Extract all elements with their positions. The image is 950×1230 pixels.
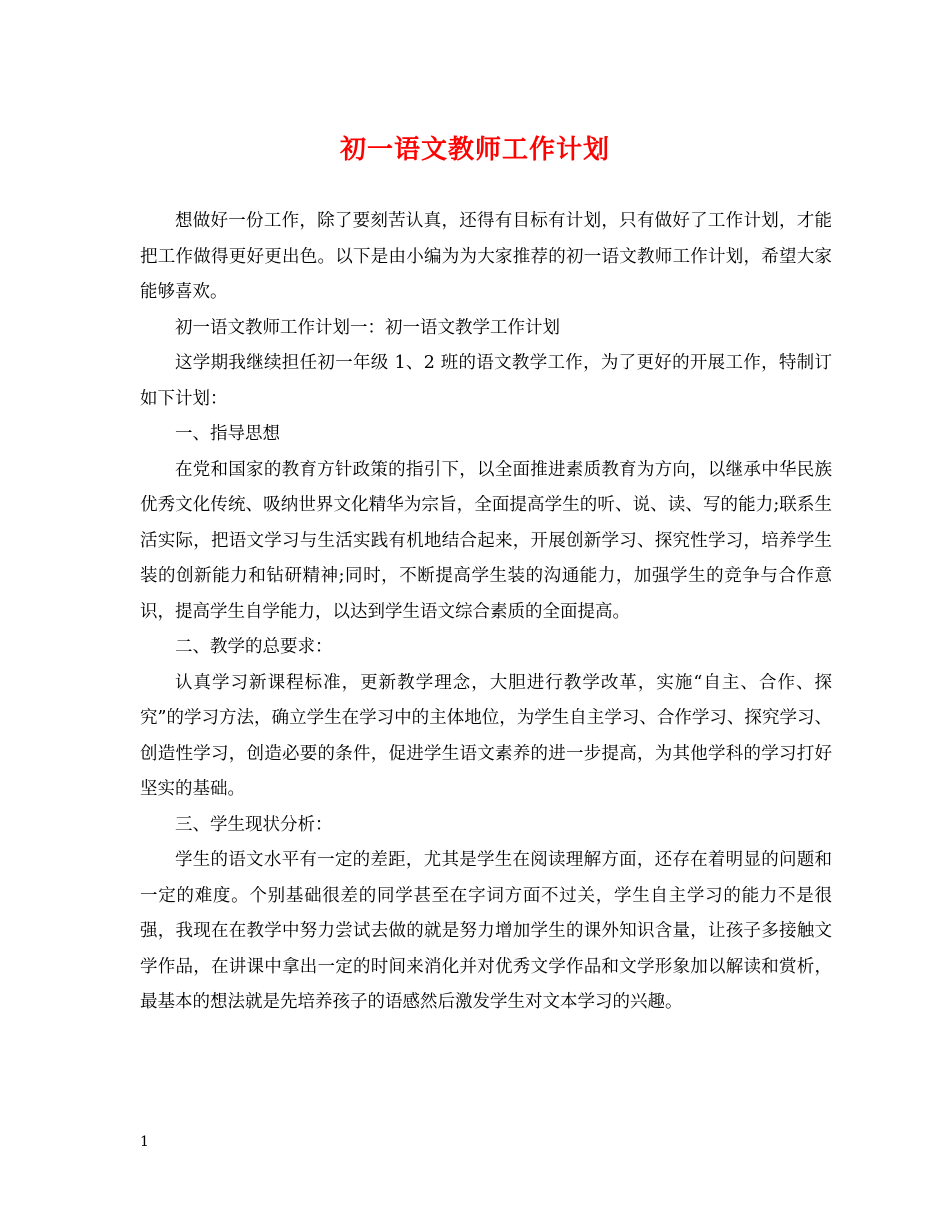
document-title: 初一语文教师工作计划 bbox=[339, 135, 610, 165]
paragraph-teaching-requirements: 认真学习新课程标准，更新教学理念，大胆进行教学改革，实施“自主、合作、探究”的学习方法，确立学生在学习中的主体地位，为学生自主学习、合作学习、探究学习、创造性学习，创造必要的条件，促进学生语文素养的进一步提高，为其他学科的学习打好坚实的基础。 bbox=[140, 672, 832, 799]
heading-student-analysis: 三、学生现状分析： bbox=[175, 814, 333, 835]
heading-guiding-ideology: 一、指导思想 bbox=[175, 424, 280, 444]
heading-teaching-requirements: 二、教学的总要求： bbox=[175, 637, 333, 657]
paragraph-intro: 想做好一份工作，除了要刻苦认真，还得有目标有计划，只有做好了工作计划，才能把工作做得更好更出色。以下是由小编为为大家推荐的初一语文教师工作计划，希望大家能够喜欢。 bbox=[140, 211, 832, 302]
paragraph-student-analysis: 学生的语文水平有一定的差距，尤其是学生在阅读理解方面，还存在着明显的问题和一定的难度。个别基础很差的同学甚至在字词方面不过关，学生自主学习的能力不是很强，我现在在教学中努力尝试去做的就是努力增加学生的课外知识含量，让孩子多接触文学作品，在讲课中拿出一定的时间来消化并对优秀文学作品和文学形象加以解读和赏析，最基本的想法就是先培养孩子的语感然后激发学生对文本学习的兴趣。 bbox=[140, 850, 832, 1012]
paragraph-opening: 这学期我继续担任初一年级 1、2 班的语文教学工作，为了更好的开展工作，特制订如下计划： bbox=[140, 353, 832, 409]
document-body bbox=[140, 204, 832, 1021]
page-number: 1 bbox=[140, 1134, 149, 1150]
paragraph-guiding-ideology: 在党和国家的教育方针政策的指引下，以全面推进素质教育为方向，以继承中华民族优秀文化传统、吸纳世界文化精华为宗旨，全面提高学生的听、说、读、写的能力;联系生活实际，把语文学习与生活实践有机地结合起来，开展创新学习、探究性学习，培养学生装的创新能力和钻研精神;同时，不断提高学生装的沟通能力，加强学生的竞争与合作意识，提高学生自学能力，以达到学生语文综合素质的全面提高。 bbox=[140, 459, 832, 622]
paragraph-section-heading: 初一语文教师工作计划一：初一语文教学工作计划 bbox=[175, 317, 560, 338]
